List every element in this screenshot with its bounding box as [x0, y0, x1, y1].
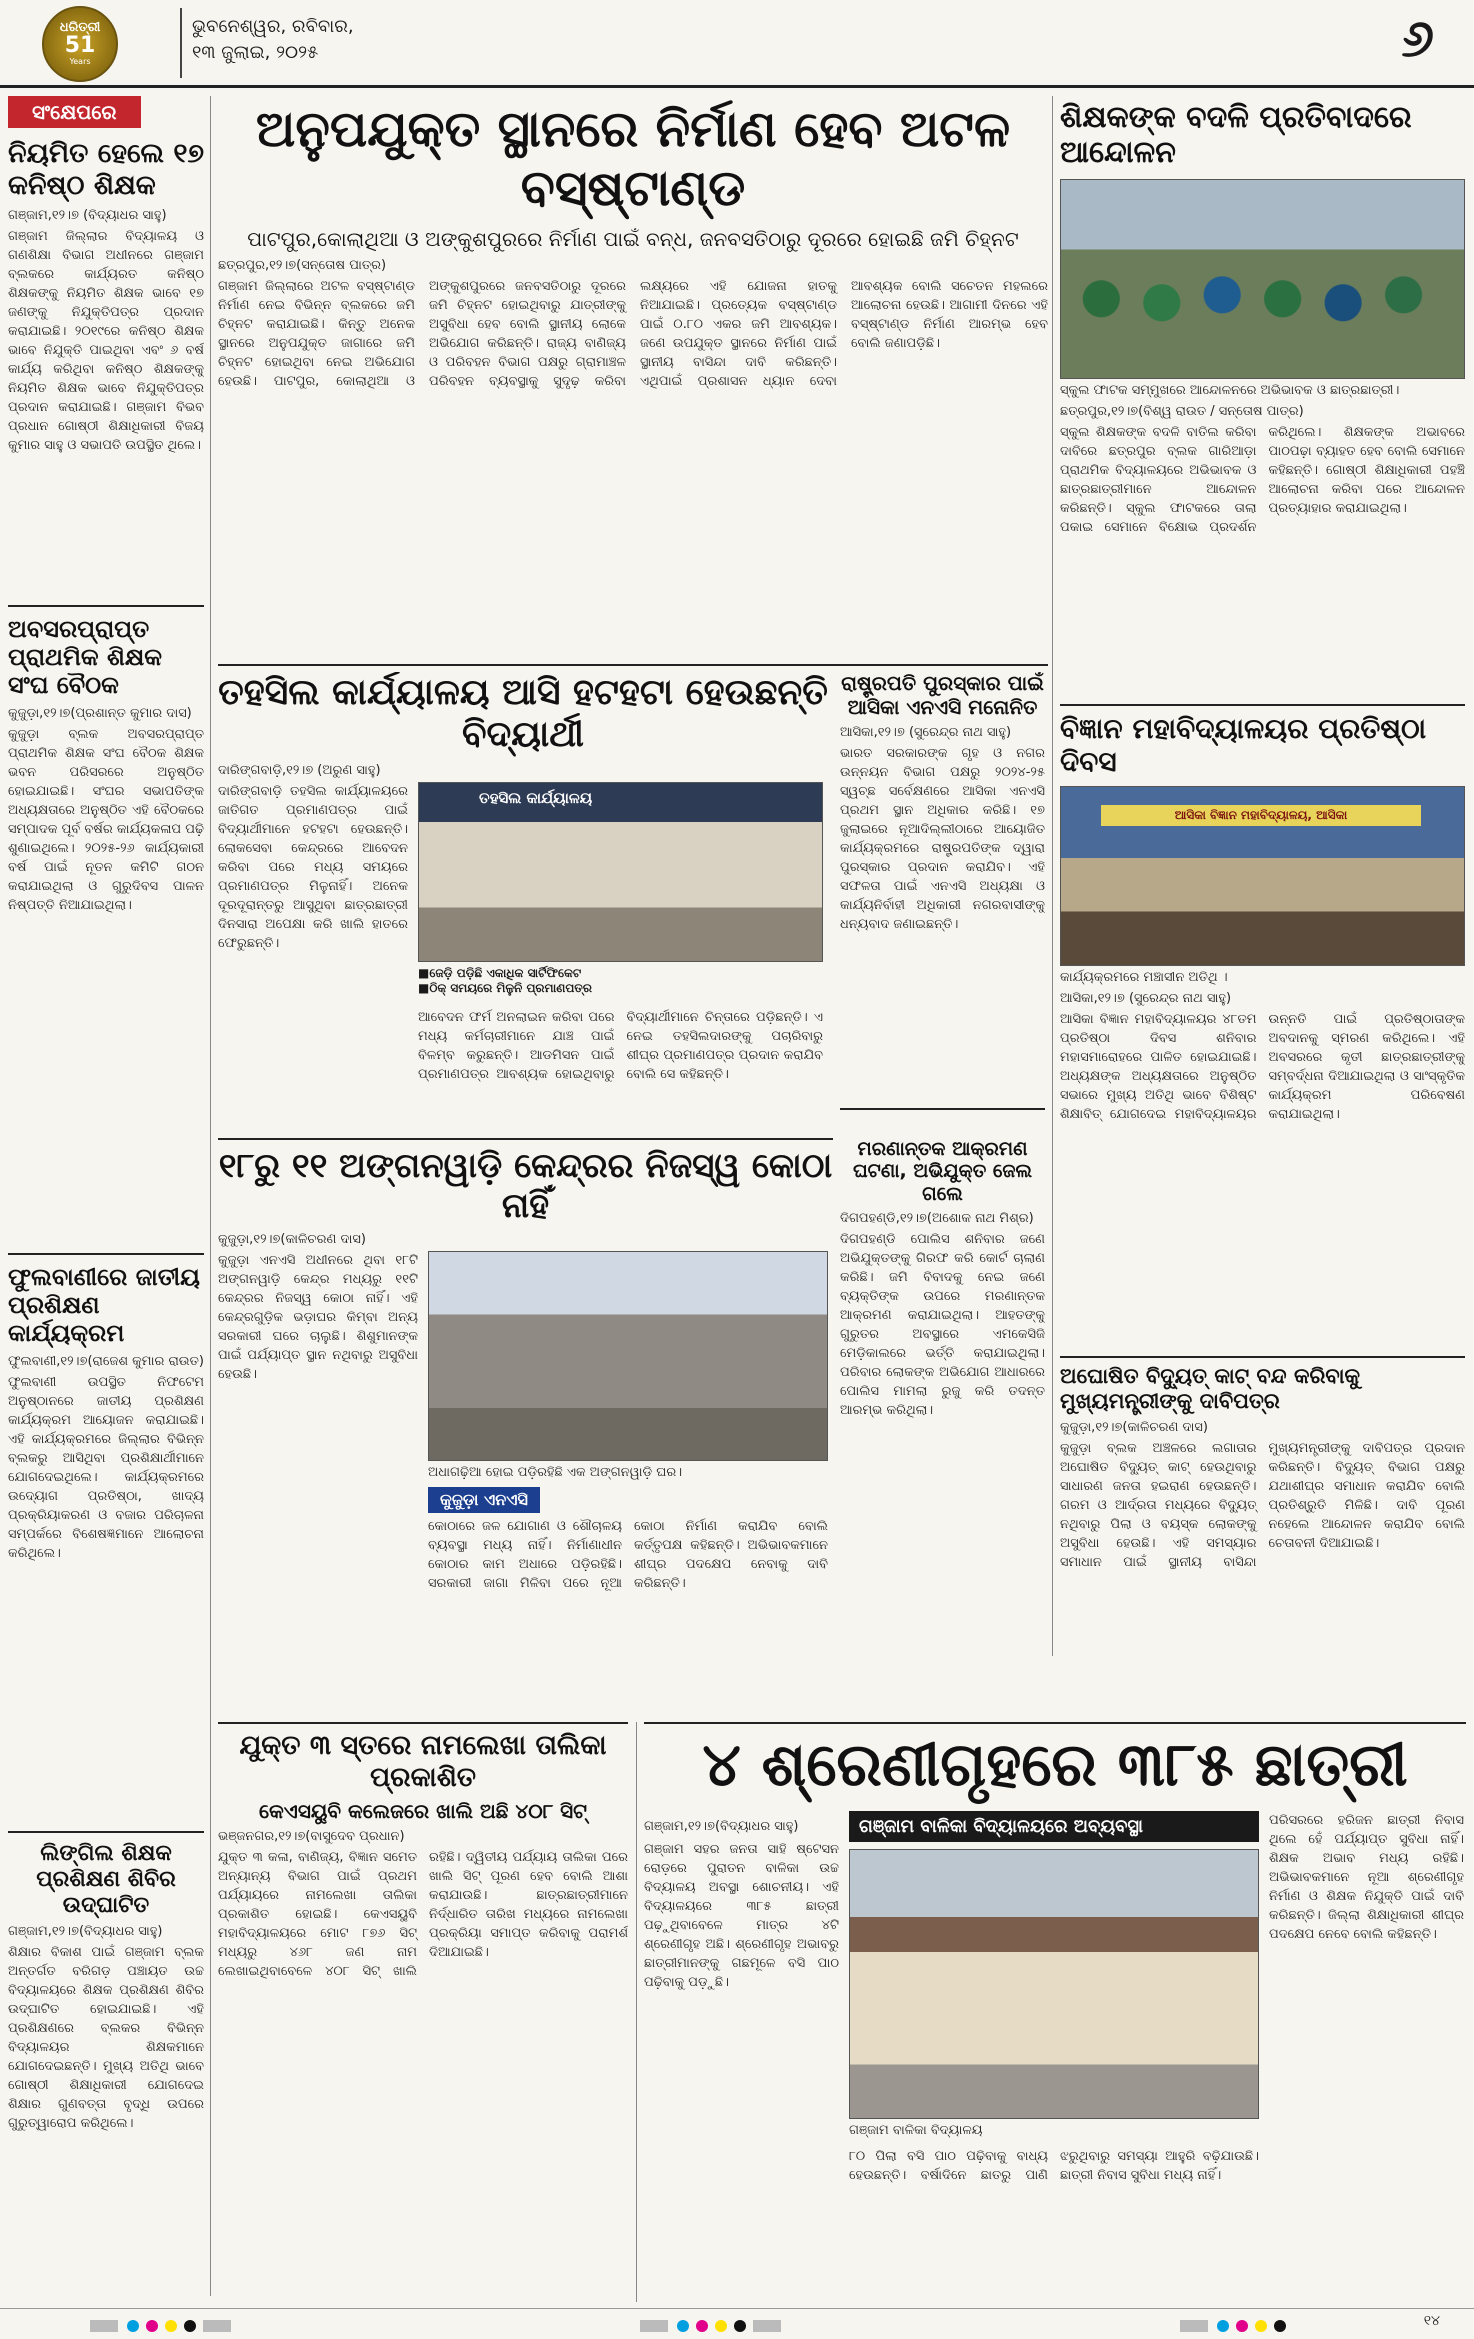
murder-byline: ଦିଗପହଣ୍ଡି,୧୨।୭(ଅଶୋକ ନାଥ ମିଶ୍ର) — [840, 1211, 1034, 1227]
lead-story — [218, 100, 1048, 660]
award-body: ଭାରତ ସରକାରଙ୍କ ଗୃହ ଓ ନଗର ଉନ୍ନୟନ ବିଭାଗ ପକ୍ଷରୁ ୨୦୨୪-୨୫ ସ୍ୱଚ୍ଛ ସର୍ବେକ୍ଷଣରେ ଆସିକା ଏନଏସି ପ୍ରଥମ ସ୍ଥାନ ଅଧିକାର କରିଛି। ୧୭ ଜୁଲାଇରେ ନୂଆଦିଲ୍ଲୀଠାରେ ଆୟୋଜିତ କାର୍ଯ୍ୟକ୍ରମରେ ରାଷ୍ଟ୍ରପତିଙ୍କ ଦ୍ୱାରା ପୁରସ୍କାର ପ୍ରଦାନ କରାଯିବ। ଏହି ସଫଳତା ପାଇଁ ଏନଏସି ଅଧ୍ୟକ୍ଷା ଓ କାର୍ଯ୍ୟନିର୍ବାହୀ ଅଧିକାରୀ ନଗରବାସୀଙ୍କୁ ଧନ୍ୟବାଦ ଜଣାଇଛନ୍ତି। — [840, 746, 1045, 933]
anganwadi-headline: ୧୮ରୁ ୧୧ ଅଙ୍ଗନୱାଡ଼ି କେନ୍ଦ୍ରର ନିଜସ୍ୱ କୋଠା ନାହିଁ — [218, 1146, 833, 1227]
college-byline: ଆସିକା,୧୨।୭ (ସୁରେନ୍ଦ୍ର ନାଥ ସାହୁ) — [1060, 991, 1232, 1007]
college-photo — [1060, 786, 1465, 966]
print-bar — [1180, 2320, 1208, 2332]
anganwadi-photo — [428, 1251, 828, 1461]
lead-subheadline: ପାଟପୁର,କୋଲାଥିଆ ଓ ଅଙ୍କୁଶପୁରରେ ନିର୍ମାଣ ପାଇଁ ବନ୍ଧ, ଜନବସତିଠାରୁ ଦୂରରେ ହୋଇଛି ଜମି ଚିହ୍ନଟ — [247, 227, 1019, 251]
logo-years-label: Years — [69, 57, 91, 66]
brief-2-headline: ଅବସରପ୍ରାପ୍ତ ପ୍ରାଥମିକ ଶିକ୍ଷକ ସଂଘ ବୈଠକ — [8, 614, 163, 700]
dateline-date: ୧୩ ଜୁଲାଇ, ୨୦୨୫ — [192, 42, 319, 63]
registration-marks-right — [1180, 2317, 1288, 2336]
brief-1-headline: ନିୟମିତ ହେଲେ ୧୭ କନିଷ୍ଠ ଶିକ୍ଷକ — [8, 138, 204, 201]
tahasil-body-left: ଦାରିଙ୍ଗବାଡ଼ି ତହସିଲ କାର୍ଯ୍ୟାଳୟରେ ଜାତିଗତ ପ୍ରମାଣପତ୍ର ପାଇଁ ବିଦ୍ୟାର୍ଥୀମାନେ ହଟହଟା ହେଉଛନ୍ତି। ଲୋକସେବା କେନ୍ଦ୍ରରେ ଆବେଦନ କରିବା ପରେ ମଧ୍ୟ ସମୟରେ ପ୍ରମାଣପତ୍ର ମିଳୁନାହିଁ। ଅନେକ ଦୂରଦୂରାନ୍ତରୁ ଆସୁଥିବା ଛାତ୍ରଛାତ୍ରୀ ଦିନସାରା ଅପେକ୍ଷା କରି ଖାଲି ହାତରେ ଫେରୁଛନ୍ତି। — [218, 783, 408, 951]
brief-1-body: ଗଞ୍ଜାମ ଜିଲ୍ଲାର ବିଦ୍ୟାଳୟ ଓ ଗଣଶିକ୍ଷା ବିଭାଗ ଅଧୀନରେ ଗଞ୍ଜାମ ବ୍ଲକରେ କାର୍ଯ୍ୟରତ କନିଷ୍ଠ ଶିକ୍ଷକଙ୍କୁ ନିୟମିତ ଶିକ୍ଷକ ଭାବେ ୧୭ ଜଣଙ୍କୁ ନିଯୁକ୍ତିପତ୍ର ପ୍ରଦାନ କରାଯାଇଛି। ୨୦୧୯ରେ କନିଷ୍ଠ ଶିକ୍ଷକ ଭାବେ ନିଯୁକ୍ତି ପାଇଥିବା ଏବଂ ୬ ବର୍ଷ କାର୍ଯ୍ୟ କରିଥିବା କନିଷ୍ଠ ଶିକ୍ଷକଙ୍କୁ ନିୟମିତ ଶିକ୍ଷକ ଭାବେ ନିଯୁକ୍ତିପତ୍ର ପ୍ରଦାନ କରାଯାଇଛି। ଗଞ୍ଜାମ ବିଭବ ପ୍ରଧାନ ଗୋଷ୍ଠୀ ଶିକ୍ଷାଧିକାରୀ ବିଜୟ କୁମାର ସାହୁ ଓ ସଭାପତି ଉପସ୍ଥିତ ଥିଲେ। — [8, 228, 204, 453]
college-headline: ବିଜ୍ଞାନ ମହାବିଦ୍ୟାଳୟର ପ୍ରତିଷ୍ଠା ଦିବସ — [1060, 712, 1427, 779]
masthead-divider — [180, 8, 182, 78]
power-headline: ଅଘୋଷିତ ବିଦ୍ୟୁତ୍ କାଟ୍ ବନ୍ଦ କରିବାକୁ ମୁଖ୍ୟମନ୍ତ୍ରୀଙ୍କୁ ଦାବିପତ୍ର — [1060, 1364, 1361, 1413]
anganwadi-byline: କୁଜୁଡ଼ା,୧୨।୭(କାଳିଚରଣ ଦାସ) — [218, 1232, 366, 1248]
tahasil-body-right: ଆବେଦନ ଫର୍ମ ଅନଲାଇନ କରିବା ପରେ ମଧ୍ୟ କର୍ମଚାରୀମାନେ ଯାଞ୍ଚ ପାଇଁ ବିଳମ୍ବ କରୁଛନ୍ତି। ଆଡମିସନ ପାଇଁ ପ୍ରମାଣପତ୍ର ଆବଶ୍ୟକ ହୋଇଥିବାରୁ ବିଦ୍ୟାର୍ଥୀମାନେ ଚିନ୍ତାରେ ପଡ଼ିଛନ୍ତି। ଏ ନେଇ ତହସିଲଦାରଙ୍କୁ ପଚାରିବାରୁ ଶୀଘ୍ର ପ୍ରମାଣପତ୍ର ପ୍ରଦାନ କରାଯିବ ବୋଲି ସେ କହିଛନ୍ତି। — [418, 1009, 823, 1082]
school-body-left-text: ଗଞ୍ଜାମ ସହର ଜନତା ସାହି ଷ୍ଟେସନ ରୋଡ଼ରେ ପୁରାତନ ବାଳିକା ଉଚ୍ଚ ବିଦ୍ୟାଳୟ ଅବସ୍ଥା ଶୋଚନୀୟ। ଏହି ବିଦ୍ୟାଳୟରେ ୩୮୫ ଛାତ୍ରୀ ପଢ଼ୁଥିବାବେଳେ ମାତ୍ର ୪ଟି ଶ୍ରେଣୀଗୃହ ଅଛି। ଶ୍ରେଣୀଗୃହ ଅଭାବରୁ ଛାତ୍ରୀମାନଙ୍କୁ ଗଛମୂଳେ ବସି ପାଠ ପଢ଼ିବାକୁ ପଡ଼ୁଛି। — [644, 1841, 839, 1990]
anganwadi-body-right: କୋଠାରେ ଜଳ ଯୋଗାଣ ଓ ଶୌଚାଳୟ ବ୍ୟବସ୍ଥା ମଧ୍ୟ ନାହିଁ। ନିର୍ମାଣାଧୀନ କୋଠାର କାମ ଅଧାରେ ପଡ଼ିରହିଛି। ସରକାରୀ ଜାଗା ମିଳିବା ପରେ ନୂଆ କୋଠା ନିର୍ମାଣ କରାଯିବ ବୋଲି କର୍ତ୍ତୃପକ୍ଷ କହିଛନ୍ତି। ଅଭିଭାବକମାନେ ଶୀଘ୍ର ପଦକ୍ଷେପ ନେବାକୁ ଦାବି କରିଛନ୍ତି। — [428, 1519, 828, 1592]
registration-marks-left — [90, 2317, 235, 2336]
brief-3-byline: ଫୁଲବାଣୀ,୧୨।୭(ରାଜେଶ କୁମାର ରାଉତ) — [8, 1353, 204, 1369]
school-body-mid: ୮୦ ପିଲା ବସି ପାଠ ପଢ଼ିବାକୁ ବାଧ୍ୟ ହେଉଛନ୍ତି। ବର୍ଷାଦିନେ ଛାତରୁ ପାଣି ଝରୁଥିବାରୁ ସମସ୍ୟା ଆହୁରି ବଢ଼ିଯାଉଛି। ଛାତ୍ରୀ ନିବାସ ସୁବିଧା ମଧ୍ୟ ନାହିଁ। — [849, 2148, 1259, 2183]
school-headline: ୪ ଶ୍ରେଣୀଗୃହରେ ୩୮୫ ଛାତ୍ରୀ — [702, 1730, 1408, 1800]
divider — [218, 664, 1048, 666]
power-body: କୁଜୁଡ଼ା ବ୍ଲକ ଅଞ୍ଚଳରେ ଲଗାତାର ଅଘୋଷିତ ବିଦ୍ୟୁତ୍ କାଟ୍ ହେଉଥିବାରୁ ସାଧାରଣ ଜନତା ହଇରାଣ ହେଉଛନ୍ତି। ଗରମ ଓ ଆର୍ଦ୍ରତା ମଧ୍ୟରେ ବିଦ୍ୟୁତ୍ ନଥିବାରୁ ପିଲା ଓ ବୟସ୍କ ଲୋକଙ୍କୁ ଅସୁବିଧା ହେଉଛି। ଏହି ସମସ୍ୟାର ସମାଧାନ ପାଇଁ ସ୍ଥାନୀୟ ବାସିନ୍ଦା ମୁଖ୍ୟମନ୍ତ୍ରୀଙ୍କୁ ଦାବିପତ୍ର ପ୍ରଦାନ କରିଛନ୍ତି। ବିଦ୍ୟୁତ୍ ବିଭାଗ ପକ୍ଷରୁ ଯଥାଶୀଘ୍ର ସମାଧାନ କରାଯିବ ବୋଲି ପ୍ରତିଶ୍ରୁତି ମିଳିଛି। ଦାବି ପୂରଣ ନହେଲେ ଆନ୍ଦୋଳନ କରାଯିବ ବୋଲି ଚେତାବନୀ ଦିଆଯାଇଛି। — [1060, 1440, 1465, 1570]
newspaper-logo — [42, 6, 118, 82]
tahasil-bullet-2: ■ଠିକ୍ ସମୟରେ ମିଳୁନି ପ୍ରମାଣପତ୍ର — [418, 980, 592, 995]
tahasil-byline: ଦାରିଙ୍ଗବାଡ଼ି,୧୨।୭ (ଅରୁଣ ସାହୁ) — [218, 762, 381, 778]
lead-byline: ଛତ୍ରପୁର,୧୨।୭(ସନ୍ତୋଷ ପାତ୍ର) — [218, 257, 387, 273]
protest-photo — [1060, 179, 1465, 379]
brief-story-4 — [8, 1841, 204, 2134]
school-byline: ଗଞ୍ଜାମ,୧୨।୭(ବିଦ୍ୟାଧର ସାହୁ) — [644, 1818, 799, 1834]
divider — [840, 1108, 1045, 1110]
murder-headline: ମରଣାନ୍ତକ ଆକ୍ରମଣ ଘଟଣା, ଅଭିଯୁକ୍ତ ଜେଲ ଗଲେ — [852, 1138, 1033, 1205]
black-dot — [1274, 2320, 1286, 2332]
brief-2-body: କୁଜୁଡ଼ା ବ୍ଲକ ଅବସରପ୍ରାପ୍ତ ପ୍ରାଥମିକ ଶିକ୍ଷକ ସଂଘ ବୈଠକ ଶିକ୍ଷକ ଭବନ ପରିସରରେ ଅନୁଷ୍ଠିତ ହୋଇଯାଇଛି। ସଂଘର ସଭାପତିଙ୍କ ଅଧ୍ୟକ୍ଷତାରେ ଅନୁଷ୍ଠିତ ଏହି ବୈଠକରେ ସମ୍ପାଦକ ପୂର୍ବ ବର୍ଷର କାର୍ଯ୍ୟକଳାପ ପଢ଼ି ଶୁଣାଇଥିଲେ। ୨୦୨୫-୨୬ କାର୍ଯ୍ୟକାରୀ ବର୍ଷ ପାଇଁ ନୂତନ କମିଟି ଗଠନ କରାଯାଇଥିଲା ଓ ଗୁରୁଦିବସ ପାଳନ ନିଷ୍ପତ୍ତି ନିଆଯାଇଥିଲା। — [8, 726, 204, 913]
award-byline: ଆସିକା,୧୨।୭ (ସୁରେନ୍ଦ୍ର ନାଥ ସାହୁ) — [840, 725, 1012, 741]
yellow-dot — [165, 2320, 177, 2332]
brief-story-1 — [8, 138, 204, 597]
brief-story-3 — [8, 1263, 204, 1823]
anganwadi-body-left: କୁଜୁଡ଼ା ଏନଏସି ଅଧୀନରେ ଥିବା ୧୮ଟି ଅଙ୍ଗନୱାଡ଼ି କେନ୍ଦ୍ର ମଧ୍ୟରୁ ୧୧ଟି କେନ୍ଦ୍ରର ନିଜସ୍ୱ କୋଠା ନାହିଁ। ଏହି କେନ୍ଦ୍ରଗୁଡ଼ିକ ଭଡ଼ାଘର କିମ୍ବା ଅନ୍ୟ ସରକାରୀ ଘରେ ଚାଲୁଛି। ଶିଶୁମାନଙ୍କ ପାଇଁ ପର୍ଯ୍ୟାପ୍ତ ସ୍ଥାନ ନଥିବାରୁ ଅସୁବିଧା ହେଉଛି। — [218, 1253, 418, 1383]
brief-4-body: ଶିକ୍ଷାର ବିକାଶ ପାଇଁ ଗଞ୍ଜାମ ବ୍ଲକ ଅନ୍ତର୍ଗତ ବରିଗଡ଼ ପଞ୍ଚାୟତ ଉଚ୍ଚ ବିଦ୍ୟାଳୟରେ ଶିକ୍ଷକ ପ୍ରଶିକ୍ଷଣ ଶିବିର ଉଦ୍‌ଘାଟିତ ହୋଇଯାଇଛି। ଏହି ପ୍ରଶିକ୍ଷଣରେ ବ୍ଲକର ବିଭିନ୍ନ ବିଦ୍ୟାଳୟର ଶିକ୍ଷକମାନେ ଯୋଗଦେଇଛନ୍ତି। ମୁଖ୍ୟ ଅତିଥି ଭାବେ ଗୋଷ୍ଠୀ ଶିକ୍ଷାଧିକାରୀ ଯୋଗଦେଇ ଶିକ୍ଷାର ଗୁଣବତ୍ତା ବୃଦ୍ଧି ଉପରେ ଗୁରୁତ୍ୱାରୋପ କରିଥିଲେ। — [8, 1945, 204, 2132]
divider — [1060, 704, 1465, 706]
print-bar — [203, 2320, 231, 2332]
tahasil-story — [218, 672, 828, 1132]
tahasil-bullet-1: ■ଜେଡ଼ି ପଡ଼ିଛି ଏକାଧିକ ସାର୍ଟିଫିକେଟ — [418, 965, 582, 980]
masthead — [0, 0, 1474, 88]
school-body-right: ପରିସରରେ ହରିଜନ ଛାତ୍ରୀ ନିବାସ ଥିଲେ ହେଁ ପର୍ଯ୍ୟାପ୍ତ ସୁବିଧା ନାହିଁ। ଶିକ୍ଷକ ଅଭାବ ମଧ୍ୟ ରହିଛି। ଅଭିଭାବକମାନେ ନୂଆ ଶ୍ରେଣୀଗୃହ ନିର୍ମାଣ ଓ ଶିକ୍ଷକ ନିଯୁକ୍ତି ପାଇଁ ଦାବି କରିଛନ୍ତି। ଜିଲ୍ଲା ଶିକ୍ଷାଧିକାରୀ ଶୀଘ୍ର ପଦକ୍ଷେପ ନେବେ ବୋଲି କହିଛନ୍ତି। — [1269, 1812, 1464, 1942]
seat-subheadline: କେଏସୟୁବି କଲେଜରେ ଖାଲି ଅଛି ୪୦୮ ସିଟ୍ — [258, 1798, 588, 1823]
murder-story — [840, 1138, 1045, 1558]
seat-headline: ଯୁକ୍ତ ୩ ସ୍ତରେ ନାମଲେଖା ତାଲିକା ପ୍ରକାଶିତ — [239, 1730, 607, 1793]
award-headline: ରାଷ୍ଟ୍ରପତି ପୁରସ୍କାର ପାଇଁ ଆସିକା ଏନଏସି ମନୋନିତ — [841, 672, 1044, 719]
college-caption: କାର୍ଯ୍ୟକ୍ରମରେ ମଞ୍ଚାସୀନ ଅତିଥି । — [1060, 970, 1228, 986]
registration-marks-center — [640, 2317, 785, 2336]
college-body: ଆସିକା ବିଜ୍ଞାନ ମହାବିଦ୍ୟାଳୟର ୪୮ତମ ପ୍ରତିଷ୍ଠା ଦିବସ ଶନିବାର ମହାସମାରୋହରେ ପାଳିତ ହୋଇଯାଇଛି। ଅଧ୍ୟକ୍ଷଙ୍କ ଅଧ୍ୟକ୍ଷତାରେ ଅନୁଷ୍ଠିତ ସଭାରେ ମୁଖ୍ୟ ଅତିଥି ଭାବେ ବିଶିଷ୍ଟ ଶିକ୍ଷାବିତ୍ ଯୋଗଦେଇ ମହାବିଦ୍ୟାଳୟର ଉନ୍ନତି ପାଇଁ ପ୍ରତିଷ୍ଠାତାଙ୍କ ଅବଦାନକୁ ସ୍ମରଣ କରିଥିଲେ। ଏହି ଅବସରରେ କୃତୀ ଛାତ୍ରଛାତ୍ରୀଙ୍କୁ ସମ୍ବର୍ଦ୍ଧନା ଦିଆଯାଇଥିଲା ଓ ସାଂସ୍କୃତିକ କାର୍ଯ୍ୟକ୍ରମ ପରିବେଷଣ କରାଯାଇଥିଲା। — [1060, 1012, 1465, 1123]
page-number: ୬ — [1401, 9, 1434, 69]
tahasil-bullets — [418, 966, 823, 996]
school-photo — [849, 1849, 1259, 2119]
cyan-dot — [127, 2320, 139, 2332]
footer — [0, 2308, 1474, 2339]
brief-4-headline: ଲିଙ୍ଗିଲ ଶିକ୍ଷକ ପ୍ରଶିକ୍ଷଣ ଶିବିର ଉଦ୍‌ଘାଟିତ — [36, 1840, 176, 1918]
yellow-dot — [1255, 2320, 1267, 2332]
yellow-dot — [715, 2320, 727, 2332]
seat-byline: ଭଞ୍ଜନଗର,୧୨।୭(ବାସୁଦେବ ପ୍ରଧାନ) — [218, 1829, 405, 1845]
anganwadi-caption: ଅଧାଗଢ଼ିଆ ହୋଇ ପଡ଼ିରହିଛି ଏକ ଅଙ୍ଗନୱାଡ଼ି ଘର। — [428, 1465, 683, 1481]
award-story — [840, 672, 1045, 1132]
divider — [8, 1831, 204, 1833]
black-dot — [184, 2320, 196, 2332]
lead-body: ଗଞ୍ଜାମ ଜିଲ୍ଲାରେ ଅଟଳ ବସ୍‌ଷ୍ଟାଣ୍ଡ ନିର୍ମାଣ ନେଇ ବିଭିନ୍ନ ବ୍ଲକରେ ଜମି ଚିହ୍ନଟ କରାଯାଇଛି। କିନ୍ତୁ ଅନେକ ସ୍ଥାନରେ ଅନୁପଯୁକ୍ତ ଜାଗାରେ ଜମି ଚିହ୍ନଟ ହୋଇଥିବା ନେଇ ଅଭିଯୋଗ ହେଉଛି। ପାଟପୁର, କୋଲାଥିଆ ଓ ଅଙ୍କୁଶପୁରରେ ଜନବସତିଠାରୁ ଦୂରରେ ଜମି ଚିହ୍ନଟ ହୋଇଥିବାରୁ ଯାତ୍ରୀଙ୍କୁ ଅସୁବିଧା ହେବ ବୋଲି ସ୍ଥାନୀୟ ଲୋକେ ଅଭିଯୋଗ କରିଛନ୍ତି। ରାଜ୍ୟ ବାଣିଜ୍ୟ ଓ ପରିବହନ ବିଭାଗ ପକ୍ଷରୁ ଗ୍ରାମାଞ୍ଚଳ ପରିବହନ ବ୍ୟବସ୍ଥାକୁ ସୁଦୃଢ଼ କରିବା ଲକ୍ଷ୍ୟରେ ଏହି ଯୋଜନା ହାତକୁ ନିଆଯାଇଛି। ପ୍ରତ୍ୟେକ ବସ୍‌ଷ୍ଟାଣ୍ଡ ପାଇଁ ୦.୮୦ ଏକର ଜମି ଆବଶ୍ୟକ। ଜଣେ ଉପଯୁକ୍ତ ସ୍ଥାନରେ ନିର୍ମାଣ ପାଇଁ ସ୍ଥାନୀୟ ବାସିନ୍ଦା ଦାବି କରିଛନ୍ତି। ଏଥିପାଇଁ ପ୍ରଶାସନ ଧ୍ୟାନ ଦେବା ଆବଶ୍ୟକ ବୋଲି ସଚେତନ ମହଲରେ ଆଲୋଚନା ହେଉଛି। ଆଗାମୀ ଦିନରେ ଏହି ବସ୍‌ଷ୍ଟାଣ୍ଡ ନିର୍ମାଣ ଆରମ୍ଭ ହେବ ବୋଲି ଜଣାପଡ଼ିଛି। — [218, 278, 1048, 389]
power-story — [1060, 1364, 1465, 1714]
brief-3-headline: ଫୁଲବାଣୀରେ ଜାତୀୟ ପ୍ରଶିକ୍ଷଣ କାର୍ଯ୍ୟକ୍ରମ — [8, 1262, 200, 1348]
seat-body: ଯୁକ୍ତ ୩ କଳା, ବାଣିଜ୍ୟ, ବିଜ୍ଞାନ ସମେତ ଅନ୍ୟାନ୍ୟ ବିଭାଗ ପାଇଁ ପ୍ରଥମ ପର୍ଯ୍ୟାୟରେ ନାମଲେଖା ତାଲିକା ପ୍ରକାଶିତ ହୋଇଛି। କେଏସୟୁବି ମହାବିଦ୍ୟାଳୟରେ ମୋଟ ୮୭୬ ସିଟ୍ ମଧ୍ୟରୁ ୪୬୮ ଜଣ ନାମ ଲେଖାଇଥିବାବେଳେ ୪୦୮ ସିଟ୍ ଖାଲି ରହିଛି। ଦ୍ୱିତୀୟ ପର୍ଯ୍ୟାୟ ତାଲିକା ପରେ ଖାଲି ସିଟ୍ ପୂରଣ ହେବ ବୋଲି ଆଶା କରାଯାଉଛି। ଛାତ୍ରଛାତ୍ରୀମାନେ ନିର୍ଦ୍ଧାରିତ ତାରିଖ ମଧ୍ୟରେ ନାମଲେଖା ପ୍ରକ୍ରିୟା ସମାପ୍ତ କରିବାକୁ ପରାମର୍ଶ ଦିଆଯାଇଛି। — [218, 1850, 628, 1980]
logo-name: ଧରିତ୍ରୀ — [59, 20, 101, 35]
column-divider — [636, 1722, 637, 2302]
protest-body: ସ୍କୁଲ ଶିକ୍ଷକଙ୍କ ବଦଳି ବାତିଲ କରିବା ଦାବିରେ ଛତ୍ରପୁର ବ୍ଲକ ଗାରିଆଡ଼ା ପ୍ରାଥମିକ ବିଦ୍ୟାଳୟରେ ଅଭିଭାବକ ଓ ଛାତ୍ରଛାତ୍ରୀମାନେ ଆନ୍ଦୋଳନ କରିଛନ୍ତି। ସ୍କୁଲ ଫାଟକରେ ତାଲା ପକାଇ ସେମାନେ ବିକ୍ଷୋଭ ପ୍ରଦର୍ଶନ କରିଥିଲେ। ଶିକ୍ଷକଙ୍କ ଅଭାବରେ ପାଠପଢ଼ା ବ୍ୟାହତ ହେବ ବୋଲି ସେମାନେ କହିଛନ୍ତି। ଗୋଷ୍ଠୀ ଶିକ୍ଷାଧିକାରୀ ପହଞ୍ଚି ଆଲୋଚନା କରିବା ପରେ ଆନ୍ଦୋଳନ ପ୍ରତ୍ୟାହାର କରାଯାଇଥିଲା। — [1060, 424, 1465, 535]
divider — [218, 1138, 833, 1140]
magenta-dot — [146, 2320, 158, 2332]
divider — [8, 1253, 204, 1255]
divider — [218, 1722, 628, 1724]
cyan-dot — [1217, 2320, 1229, 2332]
dateline-place-day: ଭୁବନେଶ୍ୱର, ରବିବାର, — [192, 16, 354, 37]
logo-years: 51 — [64, 33, 96, 58]
print-bar — [640, 2320, 668, 2332]
left-column — [8, 96, 204, 2306]
anganwadi-story — [218, 1146, 833, 1646]
lead-headline: ଅନୁପଯୁକ୍ତ ସ୍ଥାନରେ ନିର୍ମାଣ ହେବ ଅଟଳ ବସ୍‌ଷ୍ଟାଣ୍ଡ — [255, 100, 1011, 217]
divider — [1060, 1356, 1465, 1358]
column-divider — [1052, 96, 1053, 1656]
school-caption: ଗଞ୍ଜାମ ବାଳିକା ବିଦ୍ୟାଳୟ — [849, 2122, 983, 2138]
black-dot — [734, 2320, 746, 2332]
magenta-dot — [696, 2320, 708, 2332]
murder-body: ଦିଗପହଣ୍ଡି ପୋଲିସ ଶନିବାର ଜଣେ ଅଭିଯୁକ୍ତଙ୍କୁ ଗିରଫ କରି କୋର୍ଟ ଚାଲାଣ କରିଛି। ଜମି ବିବାଦକୁ ନେଇ ଜଣେ ବ୍ୟକ୍ତିଙ୍କ ଉପରେ ମରଣାନ୍ତକ ଆକ୍ରମଣ କରାଯାଇଥିଲା। ଆହତଙ୍କୁ ଗୁରୁତର ଅବସ୍ଥାରେ ଏମକେସିଜି ମେଡ଼ିକାଲରେ ଭର୍ତ୍ତି କରାଯାଇଥିଲା। ପରିବାର ଲୋକଙ୍କ ଅଭିଯୋଗ ଆଧାରରେ ପୋଲିସ ମାମଲା ରୁଜୁ କରି ତଦନ୍ତ ଆରମ୍ଭ କରିଥିଲା। — [840, 1232, 1045, 1419]
tahasil-photo — [418, 782, 823, 962]
college-story — [1060, 712, 1465, 1352]
magenta-dot — [1236, 2320, 1248, 2332]
power-byline: କୁଜୁଡ଼ା,୧୨।୭(କାଳିଚରଣ ଦାସ) — [1060, 1419, 1208, 1435]
college-banner: ଆସିକା ବିଜ୍ଞାନ ମହାବିଦ୍ୟାଳୟ, ଆସିକା — [1101, 805, 1421, 826]
brief-story-2 — [8, 615, 204, 1245]
tahasil-headline: ତହସିଲ କାର୍ଯ୍ୟାଳୟ ଆସି ହଟହଟା ହେଉଛନ୍ତି ବିଦ୍ୟାର୍ଥୀ — [218, 672, 828, 756]
school-body-left — [644, 1811, 839, 2271]
section-tag: ସଂକ୍ଷେପରେ — [8, 96, 141, 128]
divider — [644, 1722, 1466, 1724]
brief-2-byline: କୁଜୁଡ଼ା,୧୨।୭(ପ୍ରଶାନ୍ତ କୁମାର ଦାସ) — [8, 705, 192, 721]
protest-byline: ଛତ୍ରପୁର,୧୨।୭(ବିଶ୍ୱ ରାଉତ / ସନ୍ତୋଷ ପାତ୍ର) — [1060, 403, 1304, 419]
print-bar — [90, 2320, 118, 2332]
brief-1-byline: ଗଞ୍ଜାମ,୧୨।୭ (ବିଦ୍ୟାଧର ସାହୁ) — [8, 207, 167, 223]
cyan-dot — [677, 2320, 689, 2332]
brief-4-byline: ଗଞ୍ଜାମ,୧୨।୭(ବିଦ୍ୟାଧର ସାହୁ) — [8, 1924, 163, 1940]
school-story — [644, 1730, 1466, 2300]
tahasil-photo-sign: ତହସିଲ କାର୍ଯ୍ୟାଳୟ — [479, 788, 593, 807]
protest-headline: ଶିକ୍ଷକଙ୍କ ବଦଳି ପ୍ରତିବାଦରେ ଆନ୍ଦୋଳନ — [1060, 100, 1412, 171]
protest-story — [1060, 100, 1465, 700]
page-code: ୧୪ — [1423, 2313, 1440, 2329]
brief-3-body: ଫୁଲବାଣୀ ଉପସ୍ଥିତ ନିଫଟେମ ଅନୁଷ୍ଠାନରେ ଜାତୀୟ ପ୍ରଶିକ୍ଷଣ କାର୍ଯ୍ୟକ୍ରମ ଆୟୋଜନ କରାଯାଇଛି। ଏହି କାର୍ଯ୍ୟକ୍ରମରେ ଜିଲ୍ଲାର ବିଭିନ୍ନ ବ୍ଲକରୁ ଆସିଥିବା ପ୍ରଶିକ୍ଷାର୍ଥୀମାନେ ଯୋଗଦେଇଥିଲେ। କାର୍ଯ୍ୟକ୍ରମରେ ଉଦ୍ୟୋଗ ପ୍ରତିଷ୍ଠା, ଖାଦ୍ୟ ପ୍ରକ୍ରିୟାକରଣ ଓ ବଜାର ପରିଚାଳନା ସମ୍ପର୍କରେ ବିଶେଷଜ୍ଞମାନେ ଆଲୋଚନା କରିଥିଲେ। — [8, 1374, 204, 1561]
protest-caption: ସ୍କୁଲ ଫାଟକ ସମ୍ମୁଖରେ ଆନ୍ଦୋଳନରେ ଅଭିଭାବକ ଓ ଛାତ୍ରଛାତ୍ରୀ। — [1060, 382, 1400, 398]
dateline — [192, 14, 354, 66]
seat-story — [218, 1730, 628, 2300]
divider — [8, 605, 204, 607]
school-tag: ଗଞ୍ଜାମ ବାଳିକା ବିଦ୍ୟାଳୟରେ ଅବ୍ୟବସ୍ଥା — [849, 1811, 1259, 1842]
print-bar — [753, 2320, 781, 2332]
column-divider — [210, 96, 211, 2296]
anganwadi-tag: କୁଜୁଡ଼ା ଏନଏସି — [428, 1487, 540, 1513]
